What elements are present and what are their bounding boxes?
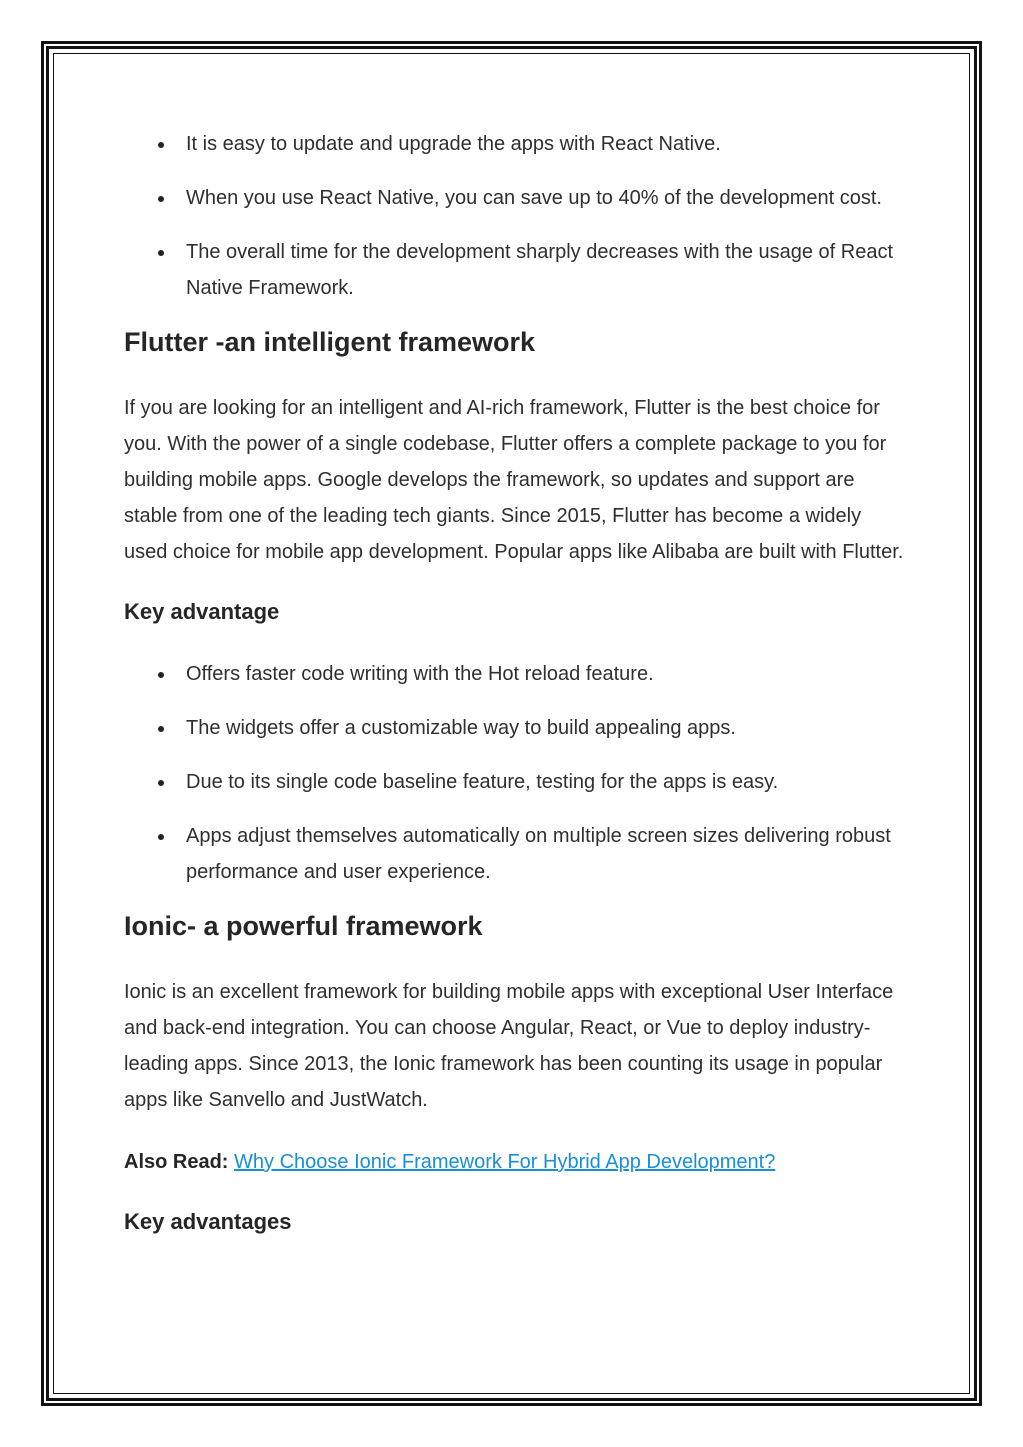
list-item-text: The overall time for the development sharply decreases with the usage of React Native Framework. xyxy=(186,241,894,299)
flutter-advantages-list xyxy=(124,656,904,890)
list-item xyxy=(124,764,904,800)
list-item-text: When you use React Native, you can save up to 40% of the development cost. xyxy=(186,187,882,209)
list-item xyxy=(124,710,904,746)
bullet-icon xyxy=(158,250,164,256)
list-item-text: The widgets offer a customizable way to build appealing apps. xyxy=(186,717,736,739)
list-item-text: Apps adjust themselves automatically on multiple screen sizes delivering robust performance and user experience. xyxy=(186,825,891,883)
list-item xyxy=(124,180,904,216)
list-item-text: It is easy to update and upgrade the apps with React Native. xyxy=(186,133,721,155)
also-read-label: Also Read: xyxy=(124,1151,229,1173)
ionic-key-advantages-heading: Key advantages xyxy=(124,1209,292,1234)
bullet-icon xyxy=(158,672,164,678)
flutter-key-advantage-heading: Key advantage xyxy=(124,599,280,624)
list-item xyxy=(124,126,904,162)
bullet-icon xyxy=(158,780,164,786)
list-item xyxy=(124,656,904,692)
list-item-text: Offers faster code writing with the Hot reload feature. xyxy=(186,663,654,685)
ionic-heading: Ionic- a powerful framework xyxy=(124,911,483,941)
react-native-advantages-list xyxy=(124,126,904,306)
flutter-heading: Flutter -an intelligent framework xyxy=(124,327,536,357)
list-item xyxy=(124,234,904,306)
flutter-paragraph: If you are looking for an intelligent and AI-rich framework, Flutter is the best choice for you. With the power of a single codebase, Flutter offers a complete package to you for building mobile apps. Google develops the framework, so updates and support are stable from one of the leading tech giants. Since 2015, Flutter has become a widely used choice for mobile app development. Popular apps like Alibaba are built with Flutter. xyxy=(124,397,904,563)
bullet-icon xyxy=(158,196,164,202)
ionic-paragraph: Ionic is an excellent framework for building mobile apps with exceptional User Interface and back-end integration. You can choose Angular, React, or Vue to deploy industry-leading apps. Since 2013, the Ionic framework has been counting its usage in popular apps like Sanvello and JustWatch. xyxy=(124,981,894,1111)
also-read-link[interactable]: Why Choose Ionic Framework For Hybrid App Development? xyxy=(234,1151,776,1173)
document-content xyxy=(124,126,904,1240)
also-read-line xyxy=(124,1144,904,1180)
bullet-icon xyxy=(158,834,164,840)
list-item-text: Due to its single code baseline feature, testing for the apps is easy. xyxy=(186,771,779,793)
bullet-icon xyxy=(158,726,164,732)
list-item xyxy=(124,818,904,890)
bullet-icon xyxy=(158,142,164,148)
